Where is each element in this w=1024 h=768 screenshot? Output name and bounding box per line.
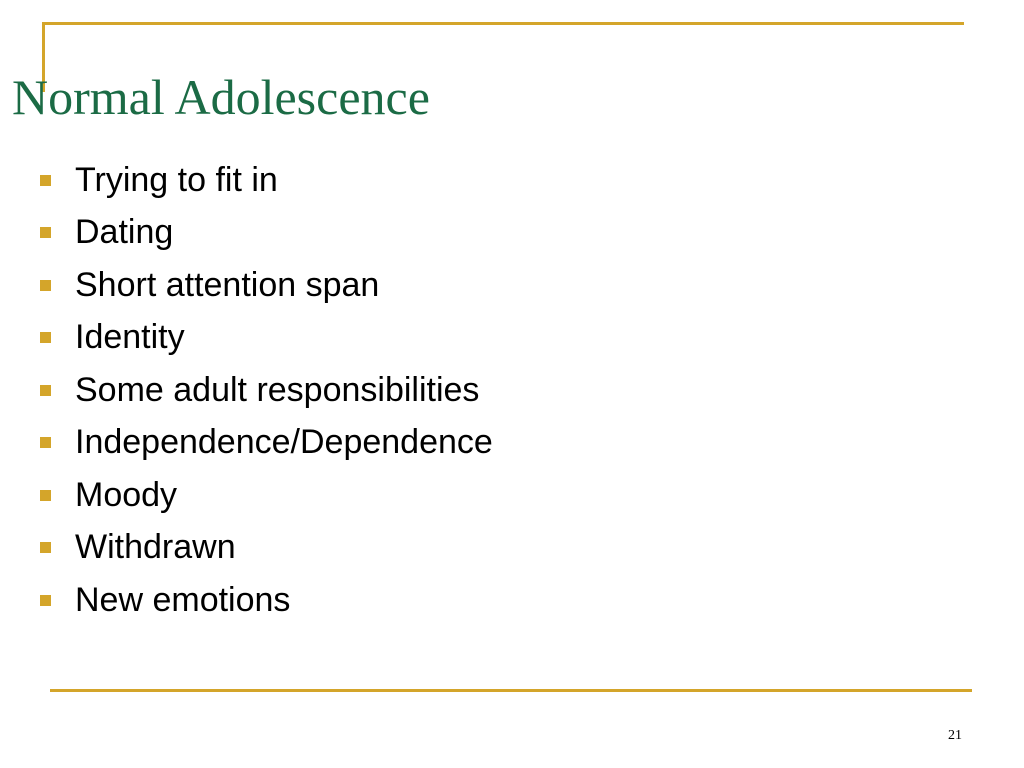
bullet-text: Trying to fit in [75,160,278,199]
page-number: 21 [948,728,962,743]
slide-title: Normal Adolescence [12,69,430,125]
bullet-text: Moody [75,475,178,514]
bullet-text: Identity [75,318,185,357]
bullet-item [36,469,493,522]
top-rule [42,22,964,25]
square-bullet-icon [40,437,51,448]
bullet-item [36,522,493,575]
square-bullet-icon [40,227,51,238]
bullet-text: New emotions [75,580,291,619]
square-bullet-icon [40,542,51,553]
bullet-item [36,154,493,207]
bullet-item [36,207,493,260]
square-bullet-icon [40,595,51,606]
square-bullet-icon [40,175,51,186]
bullet-text: Short attention span [75,265,380,304]
bullet-item [36,259,493,312]
square-bullet-icon [40,490,51,501]
square-bullet-icon [40,385,51,396]
bullet-text: Dating [75,213,174,252]
bullet-item [36,312,493,365]
bottom-rule [50,689,972,692]
bullet-item [36,364,493,417]
bullet-text: Withdrawn [75,528,236,567]
bullet-text: Some adult responsibilities [75,370,480,409]
bullet-item [36,574,493,627]
square-bullet-icon [40,280,51,291]
square-bullet-icon [40,332,51,343]
bullet-text: Independence/Dependence [75,423,493,462]
bullet-list [36,154,493,627]
bullet-item [36,417,493,470]
